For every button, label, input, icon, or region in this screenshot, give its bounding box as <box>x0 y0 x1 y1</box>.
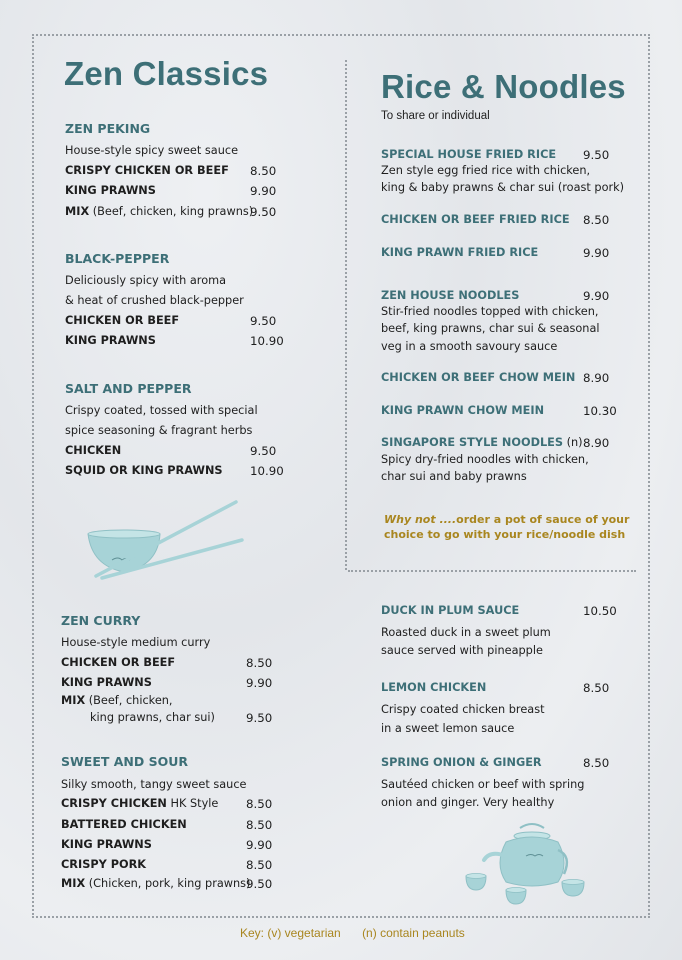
rice-noodles-subtitle: To share or individual <box>381 110 490 122</box>
item-price: 9.50 <box>250 314 277 328</box>
item-price: 8.50 <box>583 681 610 695</box>
item-price: 10.50 <box>583 604 617 618</box>
rice-noodles-title: Rice & Noodles <box>381 68 626 105</box>
menu-item-continued: king prawns, char sui) <box>90 711 215 724</box>
section-desc: House-style medium curry <box>61 636 211 649</box>
item-desc: Stir-fried noodles topped with chicken, <box>381 305 599 318</box>
special-item-name: SPRING ONION & GINGER <box>381 756 542 769</box>
item-desc: Spicy dry-fried noodles with chicken, <box>381 453 589 466</box>
noodle-item-name: ZEN HOUSE NOODLES <box>381 289 520 302</box>
noodle-item-name: SINGAPORE STYLE NOODLES (n) <box>381 436 583 449</box>
rice-item-name: KING PRAWN FRIED RICE <box>381 246 539 259</box>
menu-item: CHICKEN OR BEEF <box>65 314 180 327</box>
menu-item: KING PRAWNS <box>65 334 156 347</box>
bowl-chopsticks-icon <box>84 496 248 580</box>
section-sweet-and-sour: SWEET AND SOUR <box>61 754 189 769</box>
item-price: 9.90 <box>246 838 273 852</box>
section-divider <box>348 570 636 572</box>
section-salt-and-pepper: SALT AND PEPPER <box>65 381 192 396</box>
menu-item: KING PRAWNS <box>65 184 156 197</box>
item-price: 8.50 <box>246 656 273 670</box>
section-desc: Crispy coated, tossed with special <box>65 404 258 417</box>
menu-item: CRISPY PORK <box>61 858 147 871</box>
item-desc: veg in a smooth savoury sauce <box>381 340 558 353</box>
item-price: 9.50 <box>583 148 610 162</box>
item-desc: Crispy coated chicken breast <box>381 703 545 716</box>
menu-item: MIX (Beef, chicken, <box>61 694 173 707</box>
item-price: 8.50 <box>583 213 610 227</box>
special-item-name: DUCK IN PLUM SAUCE <box>381 604 520 617</box>
section-black-pepper: BLACK-PEPPER <box>65 251 170 266</box>
noodle-item-name: KING PRAWN CHOW MEIN <box>381 404 545 417</box>
item-price: 9.50 <box>246 877 273 891</box>
menu-item: SQUID OR KING PRAWNS <box>65 464 223 477</box>
item-price: 9.50 <box>246 711 273 725</box>
allergen-key <box>240 926 483 940</box>
item-price: 8.50 <box>246 858 273 872</box>
item-price: 9.90 <box>250 184 277 198</box>
rice-item-name: SPECIAL HOUSE FRIED RICE <box>381 148 557 161</box>
section-zen-peking: ZEN PEKING <box>65 121 151 136</box>
item-price: 10.90 <box>250 334 284 348</box>
menu-item: MIX (Chicken, pork, king prawns) <box>61 877 251 890</box>
item-desc: char sui and baby prawns <box>381 470 527 483</box>
item-price: 8.90 <box>583 371 610 385</box>
item-price: 9.90 <box>246 676 273 690</box>
item-desc: beef, king prawns, char sui & seasonal <box>381 322 600 335</box>
menu-item: KING PRAWNS <box>61 838 152 851</box>
sauce-tip-line2: choice to go with your rice/noodle dish <box>384 528 626 541</box>
sauce-tip: Why not ....order a pot of sauce of your <box>384 513 630 526</box>
teapot-cups-icon <box>460 820 590 908</box>
item-desc: Zen style egg fried rice with chicken, <box>381 164 591 177</box>
item-price: 10.90 <box>250 464 284 478</box>
item-price: 8.50 <box>583 756 610 770</box>
rice-item-name: CHICKEN OR BEEF FRIED RICE <box>381 213 570 226</box>
item-desc: onion and ginger. Very healthy <box>381 796 555 809</box>
key-peanuts: (n) contain peanuts <box>362 926 465 940</box>
section-desc: Silky smooth, tangy sweet sauce <box>61 778 247 791</box>
menu-item: KING PRAWNS <box>61 676 152 689</box>
menu-item: BATTERED CHICKEN <box>61 818 187 831</box>
section-desc: spice seasoning & fragrant herbs <box>65 424 253 437</box>
item-price: 8.50 <box>250 164 277 178</box>
menu-item: MIX (Beef, chicken, king prawns) <box>65 205 254 218</box>
menu-item: CRISPY CHICKEN HK Style <box>61 797 219 810</box>
section-desc: Deliciously spicy with aroma <box>65 274 227 287</box>
section-zen-curry: ZEN CURRY <box>61 613 141 628</box>
item-desc: sauce served with pineapple <box>381 644 543 657</box>
menu-item: CHICKEN OR BEEF <box>61 656 176 669</box>
item-price: 9.90 <box>583 246 610 260</box>
menu-item: CHICKEN <box>65 444 122 457</box>
item-price: 9.90 <box>583 289 610 303</box>
item-desc: Roasted duck in a sweet plum <box>381 626 551 639</box>
key-vegetarian: Key: (v) vegetarian <box>240 926 341 940</box>
item-price: 8.50 <box>246 797 273 811</box>
column-divider <box>345 60 347 570</box>
section-desc: House-style spicy sweet sauce <box>65 144 239 157</box>
item-desc: Sautéed chicken or beef with spring <box>381 778 585 791</box>
item-price: 8.90 <box>583 436 610 450</box>
special-item-name: LEMON CHICKEN <box>381 681 487 694</box>
item-price: 9.50 <box>250 205 277 219</box>
menu-item: CRISPY CHICKEN OR BEEF <box>65 164 229 177</box>
item-desc: in a sweet lemon sauce <box>381 722 515 735</box>
item-price: 9.50 <box>250 444 277 458</box>
noodle-item-name: CHICKEN OR BEEF CHOW MEIN <box>381 371 576 384</box>
item-desc: king & baby prawns & char sui (roast pork) <box>381 181 625 194</box>
item-price: 10.30 <box>583 404 617 418</box>
item-price: 8.50 <box>246 818 273 832</box>
section-desc: & heat of crushed black-pepper <box>65 294 244 307</box>
zen-classics-title: Zen Classics <box>64 55 269 92</box>
